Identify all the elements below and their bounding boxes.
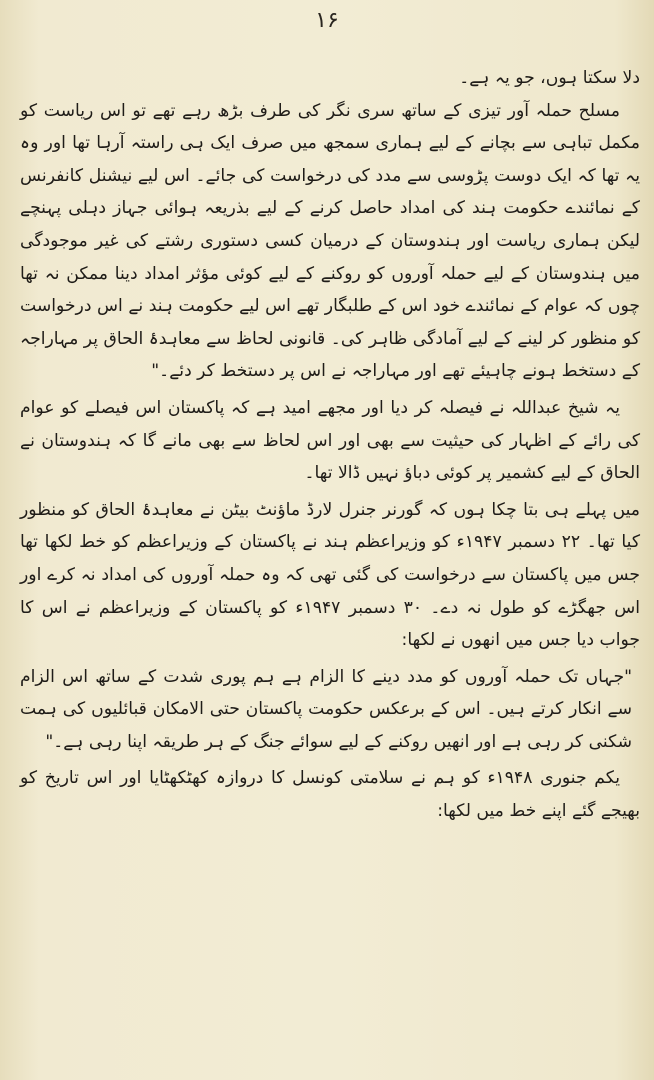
paragraph-3: یہ شیخ عبداللہ نے فیصلہ کر دیا اور مجھے امید ہے کہ پاکستان اس فیصلے کو عوام کی رائے کے اظہار کی حیثیت سے بھی اور اس لحاظ سے بھی مانے گا کہ ہندوستان نے الحاق کے لیے کشمیر پر کوئی دباؤ نہیں ڈالا تھا۔	[20, 397, 640, 484]
block-quote: "جہاں تک حملہ آوروں کو مدد دینے کا الزام ہے ہم پوری شدت کے ساتھ اس الزام سے انکار کرتے ہیں۔ اس کے برعکس حکومت پاکستان حتی الامکان قبائلیوں کی ہمت شکنی کر رہی ہے اور انھیں روکنے کے لیے سوائے جنگ کے ہر طریقہ اپنا رہی ہے۔"	[20, 666, 632, 752]
paragraph-1: دلا سکتا ہوں، جو یہ ہے۔	[459, 68, 640, 88]
urdu-text-body	[20, 62, 640, 828]
paragraph-4: میں پہلے ہی بتا چکا ہوں کہ گورنر جنرل لارڈ ماؤنٹ بیٹن نے معاہدۂ الحاق کو منظور کیا تھا۔ ۲۲ دسمبر ۱۹۴۷ء کو وزیراعظم ہند نے پاکستان کے وزیراعظم کو خط لکھا تھا جس میں پاکستان سے درخواست کی گئی تھی کہ وہ حملہ آوروں کی امداد نہ کرے اور اس جھگڑے کو طول نہ دے۔ ۳۰ دسمبر ۱۹۴۷ء کو پاکستان کے وزیراعظم نے اس کا جواب دیا جس میں انھوں نے لکھا:	[20, 499, 641, 651]
paragraph-2: مسلح حملہ آور تیزی کے ساتھ سری نگر کی طرف بڑھ رہے تھے تو اس ریاست کو مکمل تباہی سے بچانے کے لیے ہماری سمجھ میں صرف ایک ہی راستہ آرہا تھا اور وہ یہ تھا کہ ایک دوست پڑوسی سے مدد کی درخواست کی جائے۔ اس لیے نیشنل کانفرنس کے نمائندے حکومت ہند کی امداد حاصل کرنے کے لیے بذریعہ ہوائی جہاز دہلی پہنچے لیکن ہماری ریاست اور ہندوستان کے درمیان کسی دستوری رشتے کی غیر موجودگی میں ہندوستان کے لیے حملہ آوروں کو روکنے کے لیے کوئی مؤثر امداد دینا ممکن نہ تھا چوں کہ عوام کے نمائندے خود اس کے طلبگار تھے اس لیے حکومت ہند نے اس درخواست کو منظور کر لینے کے لیے آمادگی ظاہر کی۔ قانونی لحاظ سے معاہدۂ الحاق پر مہاراجہ کے دستخط ہونے چاہیئے تھے اور مہاراجہ نے اس پر دستخط کر دئے۔"	[20, 100, 640, 382]
page-number: ۱۶	[315, 8, 339, 33]
paragraph-5: یکم جنوری ۱۹۴۸ء کو ہم نے سلامتی کونسل کا دروازہ کھٹکھٹایا اور اس تاریخ کو بھیجے گئے اپنے خط میں لکھا:	[20, 768, 640, 822]
